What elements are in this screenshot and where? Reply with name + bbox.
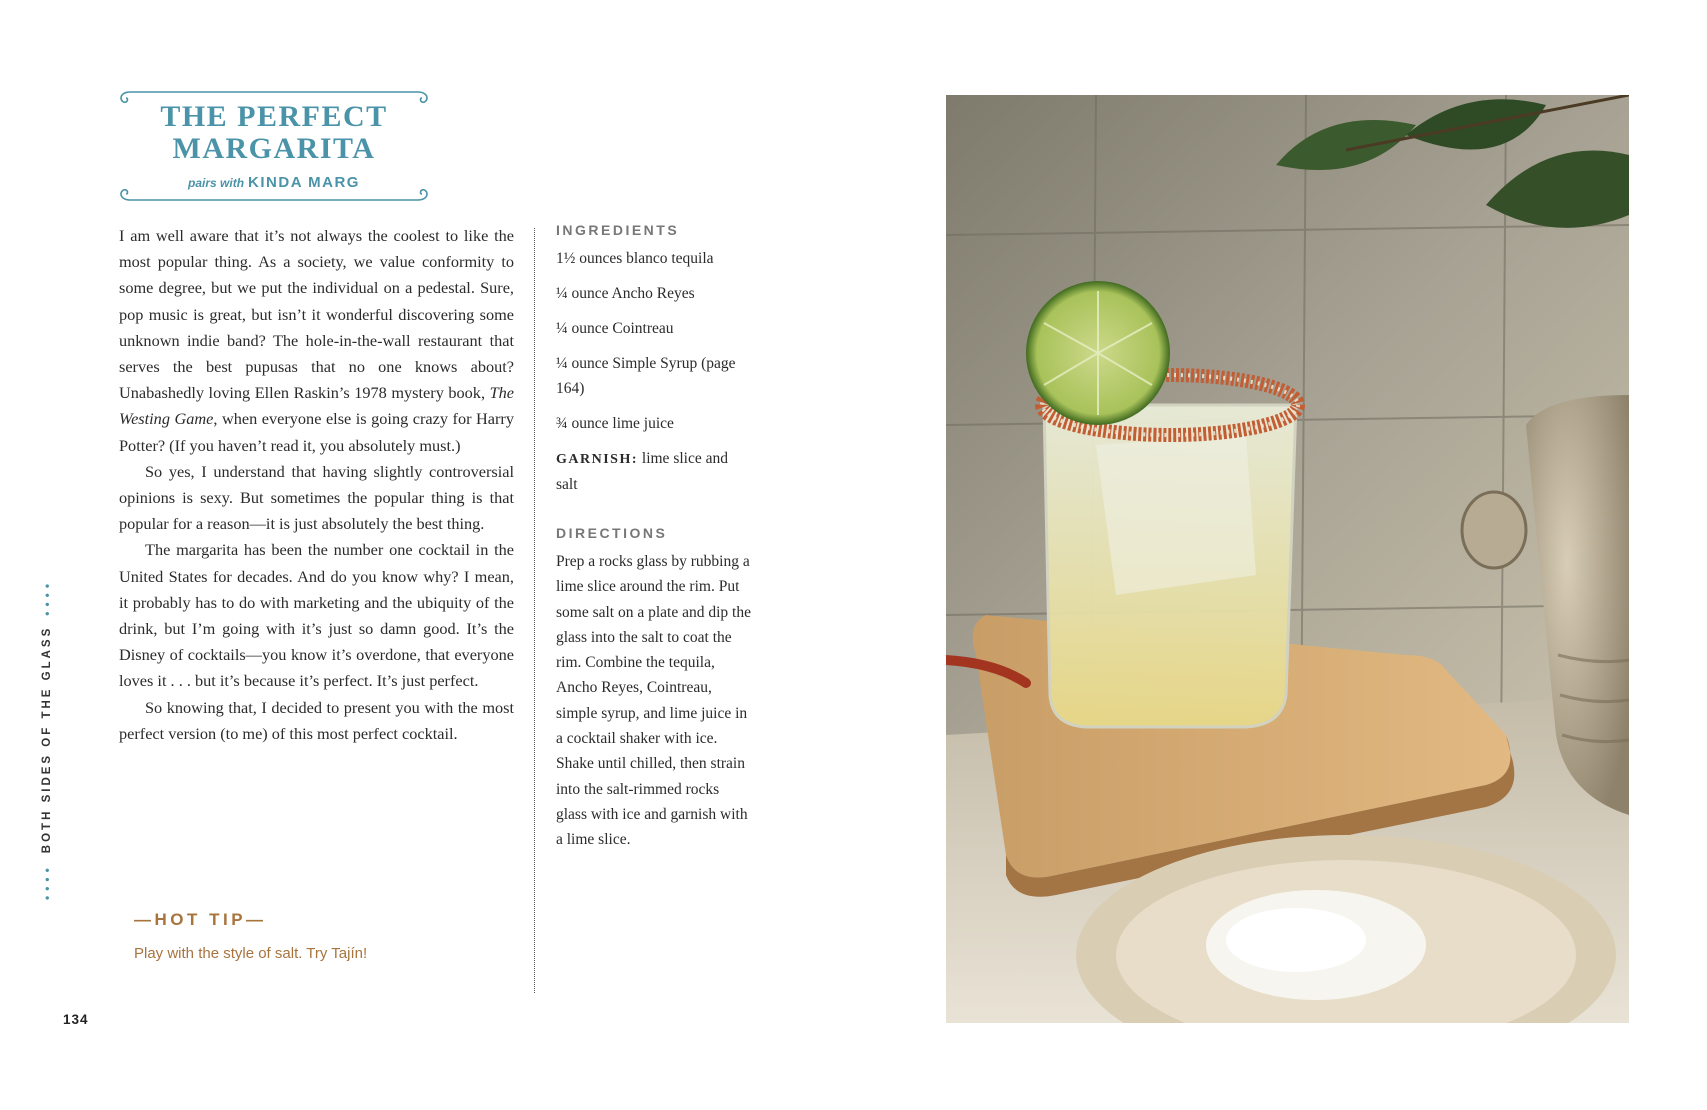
recipe-title-line-2: MARGARITA <box>172 132 376 165</box>
body-paragraph-1-lead: I am well aware that it’s not always the coolest to like the most popular thing. As a society, we value conformity to some degree, but we put the individual on a pedestal. Sure, pop music is great, but isn’t it wonderful discovering some unknown indie band? The hole-in-the-wall restaurant that serves the best pupusas that no one knows about? Unabashedly loving Ellen Raskin’s 1978 mystery book, <box>119 226 514 403</box>
body-paragraph-1-tail: , when everyone else is going crazy for Harry Potter? (If you haven’t read it, you absolutely must.) <box>119 409 514 455</box>
ingredient-item: 1½ ounces blanco tequila <box>556 250 714 267</box>
pairs-with-prefix: pairs with <box>188 176 245 190</box>
margarita-photo <box>946 95 1629 1023</box>
dot-ornament-icon: •••• <box>40 863 54 900</box>
recipe-column <box>556 222 751 853</box>
body-paragraph-1 <box>119 223 514 459</box>
ingredients-heading: INGREDIENTS <box>556 222 680 238</box>
directions-text: Prep a rocks glass by rubbing a lime slice around the rim. Put some salt on a plate and dip the glass into the salt to coat the rim. Combine the tequila, Ancho Reyes, Cointreau, simple syrup, and lime juice in a cocktail shaker with ice. Shake until chilled, then strain into the salt-rimmed rocks glass with ice and garnish with a lime slice. <box>556 553 751 849</box>
column-divider <box>534 228 535 993</box>
ingredient-item: ¼ ounce Simple Syrup (page 164) <box>556 355 736 397</box>
book-title: The Westing Game <box>119 383 514 429</box>
running-head-text: BOTH SIDES OF THE GLASS <box>41 625 53 854</box>
garnish-text: lime slice and salt <box>556 450 728 493</box>
pairs-with-name: KINDA MARG <box>248 174 360 191</box>
ingredient-item: ¼ ounce Ancho Reyes <box>556 285 695 302</box>
body-text <box>119 223 514 747</box>
body-paragraph-4: So knowing that, I decided to present you with the most perfect version (to me) of this most perfect cocktail. <box>119 697 514 743</box>
title-cartouche <box>118 88 430 204</box>
hot-tip-text: Play with the style of salt. Try Tajín! <box>134 945 368 962</box>
body-paragraph-3: The margarita has been the number one cocktail in the United States for decades. And do you know why? I mean, it probably has to do with marketing and the ubiquity of the drink, but I’m going with it’s just so damn good. It’s the Disney of cocktails—you know it’s overdone, that everyone loves it . . . but it’s because it’s perfect. It’s just perfect. <box>119 540 514 691</box>
margarita-photo-illustration <box>946 95 1629 1023</box>
running-head <box>40 578 54 900</box>
ingredient-item: ¼ ounce Cointreau <box>556 320 674 337</box>
ingredient-item: ¾ ounce lime juice <box>556 415 674 432</box>
body-paragraph-2: So yes, I understand that having slightly controversial opinions is sexy. But sometimes the popular thing is that popular for a reason—it is just absolutely the best thing. <box>119 461 514 534</box>
garnish <box>556 446 751 497</box>
directions-heading: DIRECTIONS <box>556 525 668 541</box>
hot-tip-heading: —HOT TIP— <box>134 910 267 929</box>
garnish-label: GARNISH: <box>556 452 639 467</box>
recipe-title-line-1: THE PERFECT <box>160 100 388 133</box>
pairs-with <box>118 174 430 192</box>
dot-ornament-icon: •••• <box>40 578 54 616</box>
page-number: 134 <box>63 1012 89 1027</box>
